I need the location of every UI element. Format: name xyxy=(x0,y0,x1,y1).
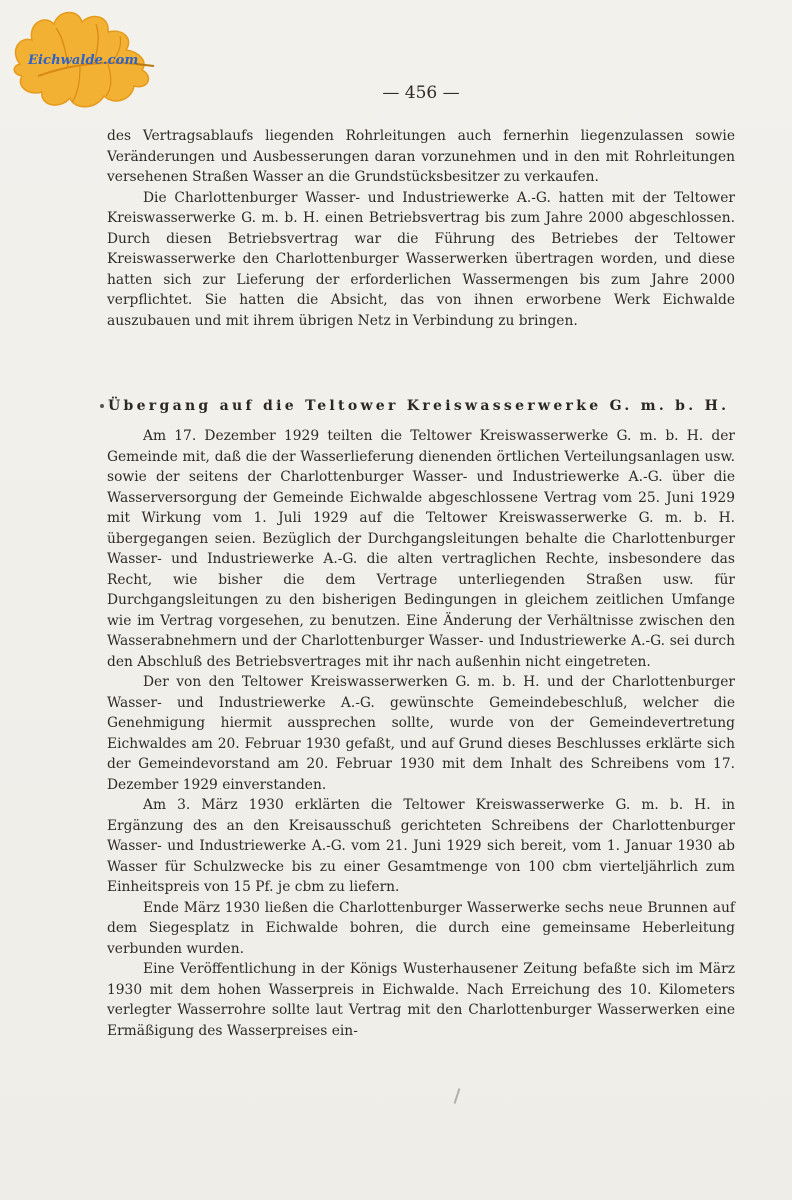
paragraph: Die Charlottenburger Wasser- und Industriewerke A.-G. hatten mit der Teltower Kreiswasserwerke G. m. b. H. einen Betriebsvertrag bis zum Jahre 2000 abgeschlossen. Durch diesen Betriebsvertrag war die Führung des Betriebes der Teltower Kreiswasserwerke den Charlottenburger Wasserwerken übertragen worden, und diese hatten sich zur Lieferung der erforderlichen Wassermengen bis zum Jahre 2000 verpflichtet. Sie hatten die Absicht, das von ihnen erworbene Werk Eichwalde auszubauen und mit ihrem übrigen Netz in Verbindung zu bringen. xyxy=(107,189,735,329)
section-heading-text: Übergang auf die Teltower Kreiswasserwerke G. m. b. H. xyxy=(108,398,730,414)
bullet-icon xyxy=(100,404,104,408)
paragraph: Am 17. Dezember 1929 teilten die Teltower Kreiswasserwerke G. m. b. H. der Gemeinde mit, daß die der Wasserlieferung dienenden örtlichen Verteilungsanlagen usw. sowie der seitens der Charlottenburger Wasser- und Industriewerke A.-G. über die Wasserversorgung der Gemeinde Eichwalde abgeschlossene Vertrag vom 25. Juni 1929 mit Wirkung vom 1. Juli 1929 auf die Teltower Kreiswasserwerke G. m. b. H. übergegangen seien. Bezüglich der Durchgangsleitungen behalte die Charlottenburger Wasser- und Industriewerke A.-G. die alten vertraglichen Rechte, insbesondere das Recht, wie bisher die dem Vertrage unterliegenden Straßen usw. für Durchgangsleitungen zu den bisherigen Bedingungen in gleichem zeitlichen Umfange wie im Vertrag vorgesehen, zu benutzen. Eine Änderung der Verhältnisse zwischen den Wasserabnehmern und der Charlottenburger Wasser- und Industriewerke A.-G. sei durch den Abschluß des Betriebsvertrages mit ihr nach außenhin nicht eingetreten. xyxy=(107,428,735,670)
page-number: — 456 — xyxy=(382,83,460,103)
text-block-before-heading xyxy=(107,126,735,331)
paragraph: Ende März 1930 ließen die Charlottenburger Wasserwerke sechs neue Brunnen auf dem Siegesplatz in Eichwalde bohren, die durch eine gemeinsame Heberleitung verbunden wurden. xyxy=(107,899,735,957)
logo-text: Eichwalde.com xyxy=(28,53,139,68)
paragraph: Eine Veröffentlichung in der Königs Wusterhausener Zeitung befaßte sich im März 1930 mit dem hohen Wasserpreis in Eichwalde. Nach Erreichung des 10. Kilometers verlegter Wasserrohre sollte laut Vertrag mit den Charlottenburger Wasserwerken eine Ermäßigung des Wasserpreises ein- xyxy=(107,961,735,1039)
section-heading xyxy=(100,398,740,414)
paragraph: Der von den Teltower Kreiswasserwerken G. m. b. H. und der Charlottenburger Wasser- und Industriewerke A.-G. gewünschte Gemeindebeschluß, welcher die Genehmigung hiermit aussprechen sollte, wurde von der Gemeindevertretung Eichwaldes am 20. Februar 1930 gefaßt, und auf Grund dieses Beschlusses erklärte sich der Gemeindevorstand am 20. Februar 1930 mit dem Inhalt des Schreibens vom 17. Dezember 1929 einverstanden. xyxy=(107,674,735,793)
paragraph: des Vertragsablaufs liegenden Rohrleitungen auch fernerhin liegenzulassen sowie Veränderungen und Ausbesserungen daran vorzunehmen und in den mit Rohrleitungen versehenen Straßen Wasser an die Grundstücksbesitzer zu verkaufen. xyxy=(107,128,735,185)
pencil-mark xyxy=(454,1088,461,1104)
text-block-after-heading xyxy=(107,426,735,1041)
paragraph: Am 3. März 1930 erklärten die Teltower Kreiswasserwerke G. m. b. H. in Ergänzung des an den Kreisausschuß gerichteten Schreibens der Charlottenburger Wasser- und Industriewerke A.-G. vom 21. Juni 1929 sich bereit, vom 1. Januar 1930 ab Wasser für Schulzwecke bis zu einer Gesamtmenge von 100 cbm vierteljährlich zum Einheitspreis von 15 Pf. je cbm zu liefern. xyxy=(107,797,735,895)
